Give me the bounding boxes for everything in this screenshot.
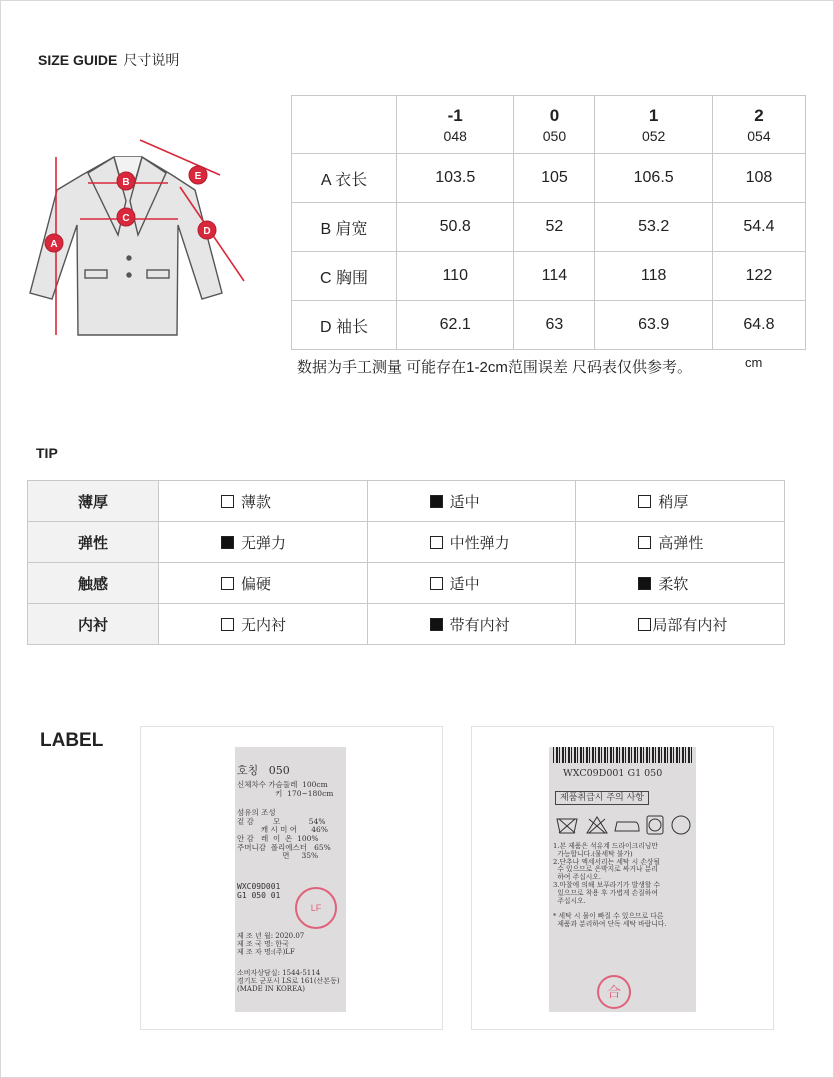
checkbox-empty-icon	[638, 618, 651, 631]
table-row	[292, 203, 806, 252]
tip-option: 带有内衬	[367, 604, 576, 645]
section-title-size-guide: SIZE GUIDE 尺寸说明	[38, 52, 180, 68]
table-cell: 103.5	[397, 154, 514, 203]
label-photo-card-2	[471, 726, 774, 1030]
row-label: B 肩宽	[292, 203, 397, 252]
marker-label-b: B	[122, 177, 130, 188]
checkbox-filled-icon	[430, 495, 443, 508]
checkbox-empty-icon	[430, 577, 443, 590]
measurement-note: 数据为手工测量 可能存在1-2cm范围误差 尺码表仅供参考。	[297, 359, 693, 376]
checkbox-empty-icon	[430, 536, 443, 549]
size-column-header: 1 052	[595, 96, 712, 154]
tip-table	[27, 480, 785, 645]
tip-option: 无内衬	[159, 604, 368, 645]
tip-row-label: 弹性	[28, 522, 159, 563]
tip-option: 局部有内衬	[576, 604, 785, 645]
section-title-tip: TIP	[36, 445, 58, 461]
tip-row-label: 内衬	[28, 604, 159, 645]
tip-option: 无弹力	[159, 522, 368, 563]
table-cell: 50.8	[397, 203, 514, 252]
tip-option: 适中	[367, 481, 576, 522]
table-cell: 122	[712, 252, 805, 301]
row-label: C 胸围	[292, 252, 397, 301]
label-photo-card-1	[140, 726, 443, 1030]
marker-label-a: A	[50, 239, 58, 250]
table-cell: 105	[514, 154, 595, 203]
size-column-header: -1 048	[397, 96, 514, 154]
tip-option: 偏硬	[159, 563, 368, 604]
marker-label-c: C	[122, 213, 130, 224]
table-row	[292, 301, 806, 350]
marker-label-d: D	[203, 226, 211, 237]
table-cell: 54.4	[712, 203, 805, 252]
tip-option: 薄款	[159, 481, 368, 522]
size-table	[291, 95, 806, 350]
tip-row	[28, 522, 785, 563]
checkbox-empty-icon	[638, 536, 651, 549]
table-cell: 114	[514, 252, 595, 301]
tip-option: 柔软	[576, 563, 785, 604]
tip-row-label: 触感	[28, 563, 159, 604]
size-column-header: 0 050	[514, 96, 595, 154]
table-cell: 118	[595, 252, 712, 301]
table-cell: 106.5	[595, 154, 712, 203]
checkbox-filled-icon	[221, 536, 234, 549]
table-cell: 108	[712, 154, 805, 203]
table-cell: 110	[397, 252, 514, 301]
tip-row	[28, 604, 785, 645]
table-cell: 53.2	[595, 203, 712, 252]
table-cell: 62.1	[397, 301, 514, 350]
row-label: D 袖长	[292, 301, 397, 350]
tip-option: 稍厚	[576, 481, 785, 522]
checkbox-filled-icon	[638, 577, 651, 590]
checkbox-empty-icon	[221, 495, 234, 508]
section-title-label: LABEL	[40, 730, 104, 751]
table-row	[292, 154, 806, 203]
coat-diagram	[22, 135, 252, 345]
marker-label-e: E	[194, 171, 202, 182]
care-label-photo: 호칭 050 신체차수 가슴둘레 100cm 키 170~180cm 섬유의 조성 겉 감 모 54% 캐 시 미 어 46% 안 감 레 이 온 100% 주머니감 폴리에스터 65% 면 35% WXC09D001 G1 050 01 LF 제 조 년 월: 2020.07 제 조 국 명: 한국 제 조 자 명:(주)LF 소비자상담실: 1544-5114 경기도 군포시 LS로 161(산본동) (MADE IN KOREA)	[235, 747, 346, 1012]
tip-option: 适中	[367, 563, 576, 604]
laundry-symbols-icon	[553, 813, 693, 839]
barcode-icon	[553, 747, 693, 763]
checkbox-empty-icon	[221, 577, 234, 590]
unit-label: cm	[745, 355, 763, 370]
care-label-photo: WXC09D001 G1 050 제품취급시 주의 사항 1.본 제품은 석유계 드라이크리닝만 가능합니다.(물세탁 불가) 2.단추나 액세서리는 세탁 시 손상될 수 있으므로 은박지로 싸거나 분리 하여 주십시오. 3.마찰에 의해 보푸라기가 발생할 수 있으므로 착용 후 가볍게 손질하여 주십시오. * 세탁 시 물이 빠질 수 있으므로 다른 제품과 분리하여 단독 세탁 바랍니다. 合	[549, 747, 696, 1012]
pass-stamp-icon: 合	[597, 975, 631, 1009]
checkbox-empty-icon	[638, 495, 651, 508]
inspection-stamp-icon: LF	[295, 887, 337, 929]
tip-row	[28, 563, 785, 604]
table-cell: 64.8	[712, 301, 805, 350]
tip-row	[28, 481, 785, 522]
checkbox-empty-icon	[221, 618, 234, 631]
table-cell: 63	[514, 301, 595, 350]
tip-option: 中性弹力	[367, 522, 576, 563]
row-label: A 衣长	[292, 154, 397, 203]
size-column-header: 2 054	[712, 96, 805, 154]
table-cell: 52	[514, 203, 595, 252]
checkbox-filled-icon	[430, 618, 443, 631]
tip-row-label: 薄厚	[28, 481, 159, 522]
tip-option: 高弹性	[576, 522, 785, 563]
table-cell: 63.9	[595, 301, 712, 350]
table-row	[292, 252, 806, 301]
